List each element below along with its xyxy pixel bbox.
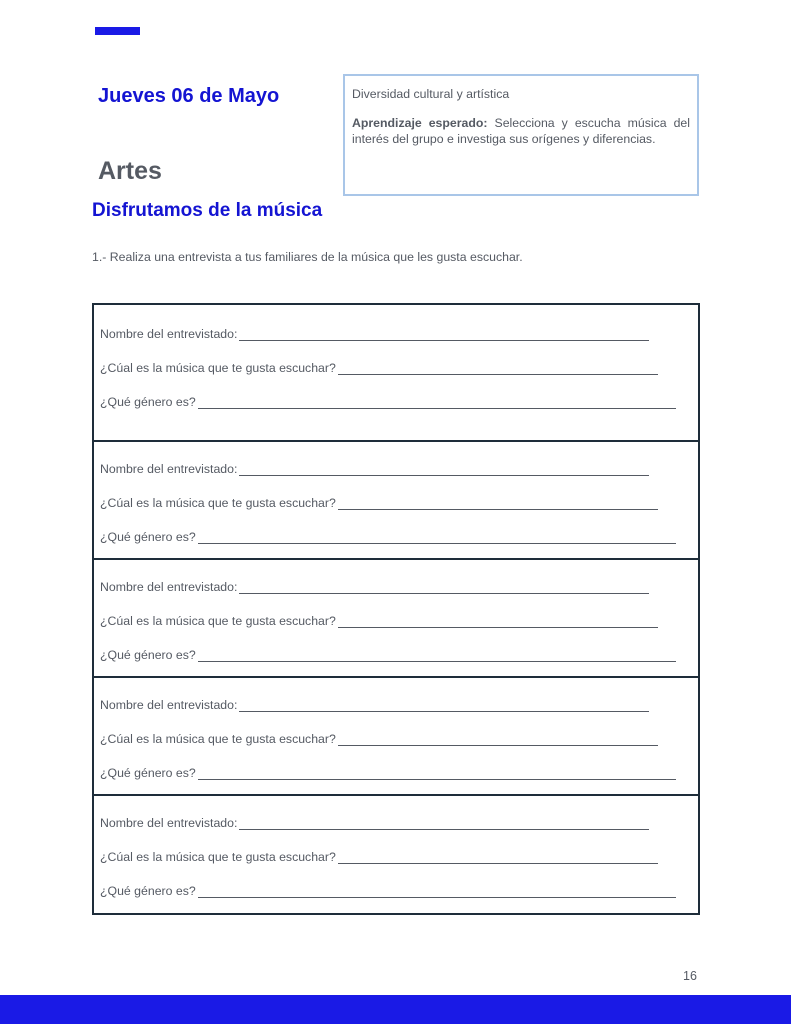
music-field[interactable]: ¿Cúal es la música que te gusta escuchar? — [100, 732, 658, 746]
footer-bar — [0, 995, 791, 1024]
name-field[interactable]: Nombre del entrevistado: — [100, 580, 649, 594]
learning-text: Selecciona y escucha música del interés del grupo e investiga sus orígenes y diferencias. — [352, 116, 690, 146]
name-field[interactable]: Nombre del entrevistado: — [100, 462, 649, 476]
music-field[interactable]: ¿Cúal es la música que te gusta escuchar? — [100, 850, 658, 864]
music-field[interactable]: ¿Cúal es la música que te gusta escuchar? — [100, 496, 658, 510]
interview-table — [92, 303, 700, 915]
interview-block — [92, 676, 700, 796]
interview-block — [92, 558, 700, 678]
genre-field[interactable]: ¿Qué género es? — [100, 766, 676, 780]
genre-field[interactable]: ¿Qué género es? — [100, 395, 676, 409]
page-number: 16 — [683, 969, 697, 983]
info-topic: Diversidad cultural y artística — [352, 87, 510, 101]
topic-heading: Disfrutamos de la música — [92, 200, 323, 221]
music-field[interactable]: ¿Cúal es la música que te gusta escuchar? — [100, 361, 658, 375]
music-field[interactable]: ¿Cúal es la música que te gusta escuchar? — [100, 614, 658, 628]
interview-block — [92, 794, 700, 915]
top-accent-bar — [95, 27, 140, 35]
genre-field[interactable]: ¿Qué género es? — [100, 530, 676, 544]
genre-field[interactable]: ¿Qué género es? — [100, 884, 676, 898]
interview-block — [92, 440, 700, 560]
name-field[interactable]: Nombre del entrevistado: — [100, 698, 649, 712]
learning-expected — [352, 115, 690, 147]
name-field[interactable]: Nombre del entrevistado: — [100, 816, 649, 830]
learning-info-box — [343, 74, 699, 196]
name-field[interactable]: Nombre del entrevistado: — [100, 327, 649, 341]
learning-label: Aprendizaje esperado: — [352, 116, 488, 130]
subject-heading: Artes — [98, 157, 162, 185]
instruction-text: 1.- Realiza una entrevista a tus familiares de la música que les gusta escuchar. — [92, 250, 523, 264]
date-heading: Jueves 06 de Mayo — [98, 85, 280, 107]
interview-block — [92, 303, 700, 442]
genre-field[interactable]: ¿Qué género es? — [100, 648, 676, 662]
